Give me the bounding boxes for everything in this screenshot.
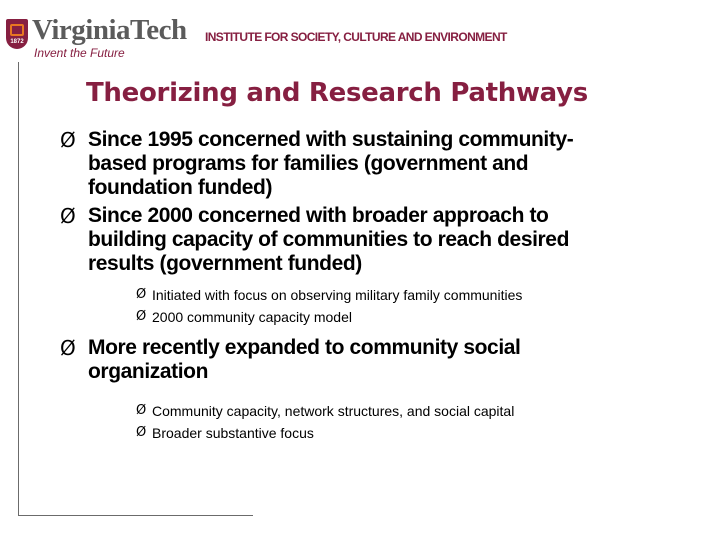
logo-tagline: Invent the Future [34, 46, 125, 60]
sub-bullet-item [136, 400, 700, 422]
frame-horizontal-line [18, 515, 253, 516]
arrow-bullet-icon: Ø [136, 309, 147, 324]
arrow-bullet-icon: Ø [136, 403, 147, 418]
sub-bullet-item [136, 284, 700, 306]
arrow-bullet-icon: Ø [136, 425, 147, 440]
sub-bullet-item [136, 306, 700, 328]
sub-bullet-text: 2000 community capacity model [152, 309, 352, 325]
seal-year: 1872 [10, 39, 24, 45]
bullet-text: Since 2000 concerned with broader approach to building capacity of communities to reach desired results (government funded) [88, 204, 570, 275]
arrow-bullet-icon: Ø [136, 287, 147, 302]
sub-bullet-text: Initiated with focus on observing military family communities [152, 287, 523, 303]
bullet-item [60, 128, 628, 200]
bullet-list [60, 128, 700, 444]
bullet-text: Since 1995 concerned with sustaining community-based programs for families (government and foundation funded) [88, 128, 574, 199]
sub-bullet-text: Community capacity, network structures, and social capital [152, 403, 515, 419]
frame-vertical-line [18, 62, 19, 516]
virginia-tech-logo [6, 16, 192, 60]
arrow-bullet-icon: Ø [60, 336, 76, 360]
logo-name: VirginiaTech [32, 14, 187, 46]
sub-bullet-text: Broader substantive focus [152, 425, 314, 441]
bullet-item [60, 204, 628, 276]
arrow-bullet-icon: Ø [60, 204, 76, 228]
university-seal-icon [6, 19, 28, 49]
arrow-bullet-icon: Ø [60, 128, 76, 152]
institute-heading: INSTITUTE FOR SOCIETY, CULTURE AND ENVIRONMENT [205, 30, 507, 44]
sub-bullet-item [136, 422, 700, 444]
slide-title: Theorizing and Research Pathways [86, 78, 588, 108]
bullet-text: More recently expanded to community social organization [88, 336, 521, 383]
bullet-item [60, 336, 608, 384]
